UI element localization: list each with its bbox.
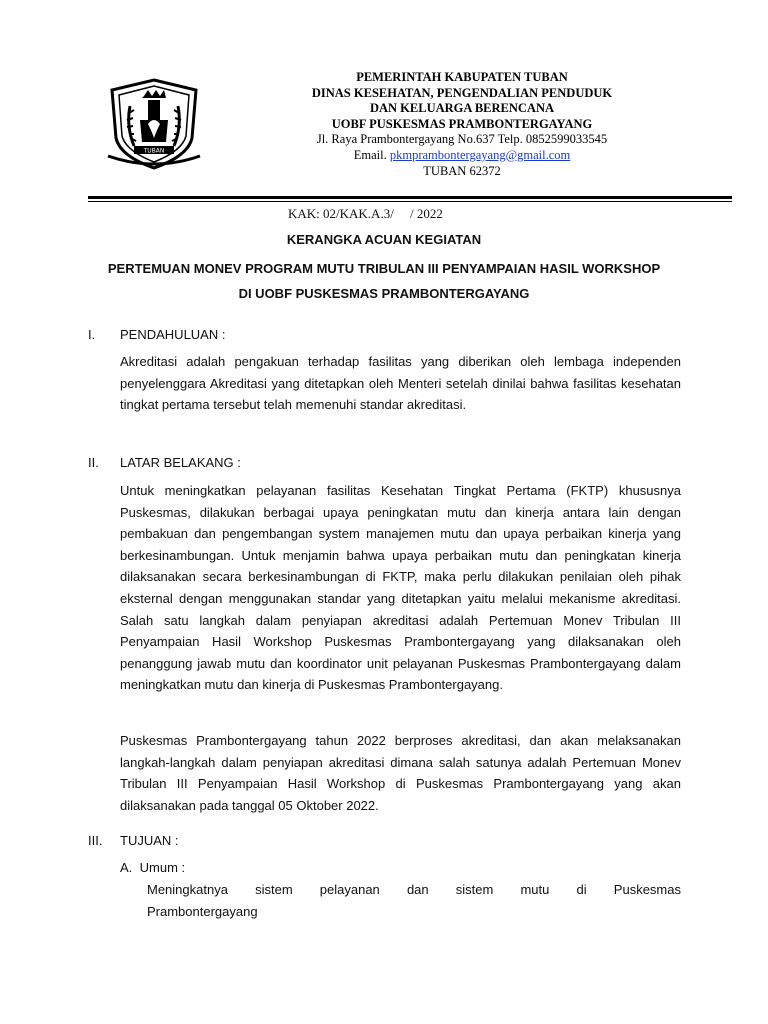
letterhead-clinic-name: UOBF PUSKESMAS PRAMBONTERGAYANG xyxy=(331,116,593,131)
letterhead-department-cont: DAN KELUARGA BERENCANA xyxy=(369,101,555,116)
tuban-regency-crest-logo xyxy=(104,76,204,172)
document-type: KERANGKA ACUAN KEGIATAN xyxy=(286,232,482,247)
svg-text:TUBAN: TUBAN xyxy=(143,147,165,155)
subsection-umum xyxy=(120,860,185,875)
subsection-body-line1: Meningkatnya sistem pelayanan dan sistem mutu di Puskesmas xyxy=(147,882,681,897)
subsection-title: Umum : xyxy=(139,860,186,875)
section-number: III. xyxy=(88,833,103,848)
document-number: KAK: 02/KAK.A.3/ / 2022 xyxy=(288,206,443,221)
section-body-1: Akreditasi adalah pengakuan terhadap fasilitas yang diberikan oleh lembaga independen penyelenggara Akreditasi yang ditetapkan oleh Menteri setelah dinilai bahwa fasilitas kesehatan tingkat pertama tersebut telah memenuhi standar akreditasi. xyxy=(120,354,681,413)
letterhead-divider-thick xyxy=(88,196,732,199)
section-title: LATAR BELAKANG : xyxy=(120,455,241,470)
section-body-2-cont: Puskesmas Prambontergayang tahun 2022 berproses akreditasi, dan akan melaksanakan langkah-langkah dalam penyiapan akreditasi dimana salah satunya adalah Pertemuan Monev Tribulan III Penyampaian Hasil Workshop di Puskesmas Prambontergayang yang akan dilaksanakan pada tanggal 05 Oktober 2022. xyxy=(120,733,681,813)
letterhead xyxy=(240,70,684,179)
letterhead-email-line xyxy=(240,148,684,164)
subsection-body-line2: Prambontergayang xyxy=(147,903,258,919)
section-title: TUJUAN : xyxy=(120,833,179,848)
letterhead-department: DINAS KESEHATAN, PENGENDALIAN PENDUDUK xyxy=(311,85,613,100)
letterhead-address: Jl. Raya Prambontergayang No.637 Telp. 0852599033545 xyxy=(316,132,608,147)
email-label: Email. xyxy=(353,147,390,162)
email-link[interactable]: pkmprambontergayang@gmail.com xyxy=(389,147,571,162)
document-title-line2: DI UOBF PUSKESMAS PRAMBONTERGAYANG xyxy=(238,286,530,301)
letterhead-city: TUBAN 62372 xyxy=(423,163,501,178)
letterhead-divider-thin xyxy=(88,201,732,202)
section-title: PENDAHULUAN : xyxy=(120,327,226,342)
subsection-umum-body xyxy=(147,879,681,922)
letterhead-government: PEMERINTAH KABUPATEN TUBAN xyxy=(356,70,568,84)
subsection-letter: A. xyxy=(120,860,133,875)
document-title-line1: PERTEMUAN MONEV PROGRAM MUTU TRIBULAN III PENYAMPAIAN HASIL WORKSHOP xyxy=(107,261,661,276)
section-body-2: Untuk meningkatkan pelayanan fasilitas Kesehatan Tingkat Pertama (FKTP) khususnya Puskesmas, dilakukan berbagai upaya peningkatan mutu dan kinerja antara lain dengan pembakuan dan pengembangan system manajemen mutu dan upaya perbaikan kinerja yang berkesinambungan. Untuk menjamin bahwa upaya perbaikan mutu dan peningkatan kinerja dilaksanakan secara berkesinambungan di FKTP, maka perlu dilakukan penilaian oleh pihak eksternal dengan menggunakan standar yang ditetapkan yaitu melalui mekanisme akreditasi. Salah satu langkah dalam penyiapan akreditasi adalah Pertemuan Monev Tribulan III Penyampaian Hasil Workshop Puskesmas Prambontergayang yang dilaksanakan oleh penanggung jawab mutu dan koordinator unit pelayanan Puskesmas Prambontergayang dalam meningkatkan mutu dan kinerja di Puskesmas Prambontergayang. xyxy=(120,483,681,693)
section-number: II. xyxy=(88,455,99,470)
section-number: I. xyxy=(88,327,96,342)
